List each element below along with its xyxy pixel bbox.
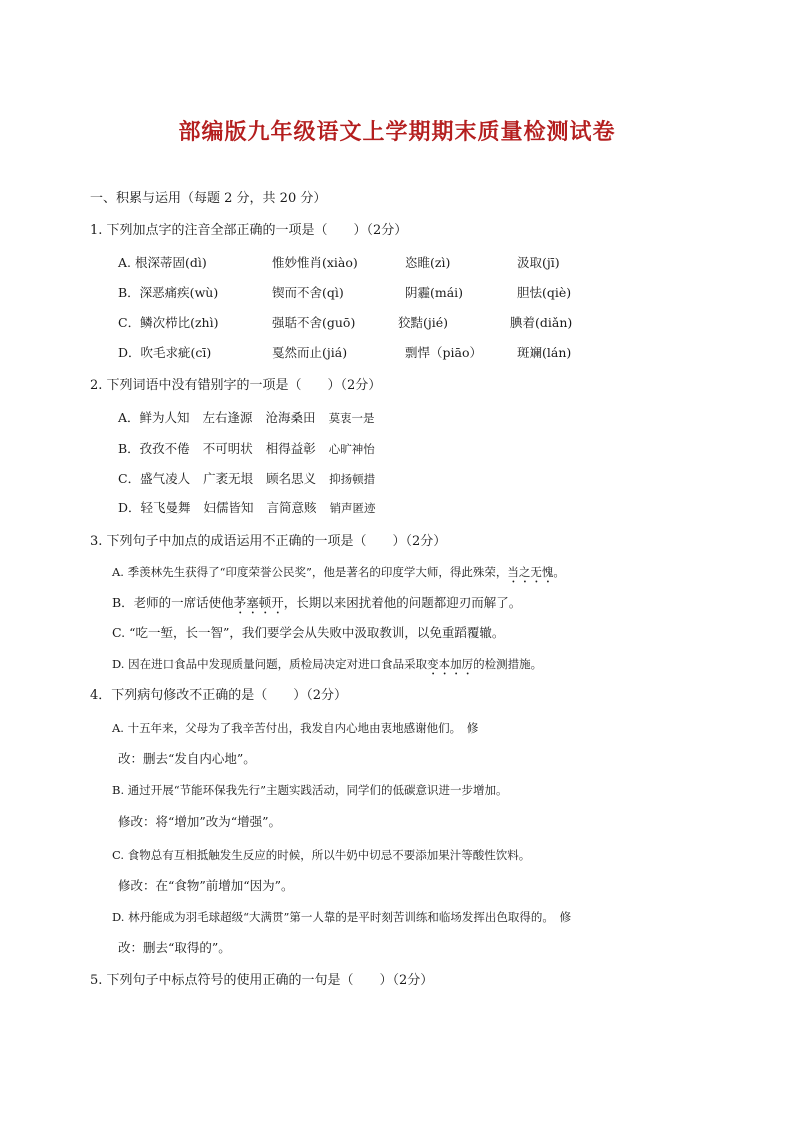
q1-option-c-2: 强聒不舍(guō) [272,315,356,330]
q2-a-word-4: 莫衷一是 [328,411,375,425]
q1-option-a-4: 汲取(jī) [517,255,560,270]
q1-option-b-3: 阴霾(mái) [405,285,464,300]
exam-title: 部编版九年级语文上学期期末质量检测试卷 [178,120,616,145]
q2-b-word-3: 相得益彰 [265,441,316,456]
q3-b-text: B．老师的一席话使他 [112,595,234,610]
q4-option-d-line-1: D. 林丹能成为羽毛球超级“大满贯”第一人靠的是平时刻苦训练和临场发挥出色取得的。 修 [112,910,572,924]
q2-d-word-1: D．轻飞曼舞 [118,500,191,515]
q3-b-marked-idiom: 茅塞顿开 [233,595,284,610]
q3-d-end: 的检测措施。 [473,657,543,671]
q1-option-b-1: B．深恶痛疾(wù) [118,285,219,300]
q4-option-a-line-1: A. 十五年来，父母为了我辛苦付出，我发自内心地由衷地感谢他们。 修 [112,721,479,735]
q4-option-c-line-1: C. 食物总有互相抵触发生反应的时候，所以牛奶中切忌不要添加果汁等酸性饮料。 [112,848,531,862]
q2-b-word-1: B．孜孜不倦 [118,441,190,456]
q3-d-marked-idiom: 变本加厉 [427,657,474,671]
q2-option-b [118,440,388,458]
q1-option-c-4: 腆着(diǎn) [510,315,573,330]
q3-option-d [112,655,542,678]
q4-option-a-line-2: 改：删去“发自内心地”。 [118,751,256,766]
q1-option-d-4: 斑斓(lán) [517,345,572,360]
q3-a-marked-idiom: 当之无愧 [507,565,554,579]
q1-option-d-3: 剽悍（piāo） [405,345,482,360]
q4-option-b-line-1: B. 通过开展“节能环保我先行”主题实践活动，同学们的低碳意识进一步增加。 [112,783,508,797]
q1-option-a-1: A. 根深蒂固(dì) [118,255,207,270]
q4-option-b-line-2: 修改：将“增加”改为“增强”。 [118,814,282,829]
q2-c-word-1: C．盛气凌人 [118,471,191,486]
q1-option-a-2: 惟妙惟肖(xiào) [272,255,358,270]
q2-a-word-3: 沧海桑田 [265,410,316,425]
q1-option-d-2: 戛然而止(jiá) [272,345,348,360]
q2-b-word-4: 心旷神怡 [328,442,375,456]
q2-d-word-4: 销声匿迹 [329,501,376,515]
question-2-stem: 2. 下列词语中没有错别字的一项是（ ）（2分） [90,378,382,393]
q1-option-d-1: D．吹毛求疵(cī) [118,345,212,360]
q3-b-end: ，长期以来困扰着他的问题都迎刃而解了。 [283,595,522,610]
question-4-stem: 4．下列病句修改不正确的是（ ）（2分） [90,688,348,703]
q2-c-word-2: 广袤无垠 [203,471,254,486]
q4-option-d-line-2: 改：删去“取得的”。 [118,940,231,955]
q1-option-b-2: 锲而不舍(qì) [272,285,344,300]
q2-option-a [118,409,388,427]
q3-a-end: 。 [553,565,565,579]
q1-option-a-3: 恣睢(zì) [405,255,451,270]
q1-option-c-3: 狡黠(jié) [398,315,449,330]
q2-a-word-2: 左右逢源 [202,410,253,425]
q3-option-c: C. “吃一堑，长一智”，我们要学会从失败中汲取教训，以免重蹈覆辙。 [112,625,505,640]
q1-option-b-4: 胆怯(qiè) [517,285,572,300]
q3-a-text: A. 季羡林先生获得了“印度荣誉公民奖”，他是著名的印度学大师，得此殊荣， [112,565,508,579]
q2-b-word-2: 不可明状 [202,441,253,456]
q3-d-text: D. 因在进口食品中发现质量问题，质检局决定对进口食品采取 [112,657,428,671]
q2-a-word-1: A．鲜为人知 [118,410,190,425]
q2-option-d [118,499,389,517]
question-3-stem: 3. 下列句子中加点的成语运用不正确的一项是（ ）（2分） [90,534,447,549]
q2-option-c [118,470,388,488]
question-1-stem: 1. 下列加点字的注音全部正确的一项是（ ）（2分） [90,223,408,238]
q1-option-c-1: C．鳞次栉比(zhì) [118,315,219,330]
q3-option-b [112,594,521,617]
q2-d-word-2: 妇儒皆知 [203,500,254,515]
q2-d-word-3: 言简意赅 [266,500,317,515]
question-5-stem: 5. 下列句子中标点符号的使用正确的一句是（ ）（2分） [90,973,434,988]
section-heading: 一、积累与运用（每题 2 分，共 20 分） [90,191,327,206]
q2-c-word-4: 抑扬顿措 [329,472,376,486]
q4-option-c-line-2: 修改：在“食物”前增加“因为”。 [118,878,294,893]
q2-c-word-3: 顾名思义 [266,471,317,486]
q3-option-a [112,563,565,586]
